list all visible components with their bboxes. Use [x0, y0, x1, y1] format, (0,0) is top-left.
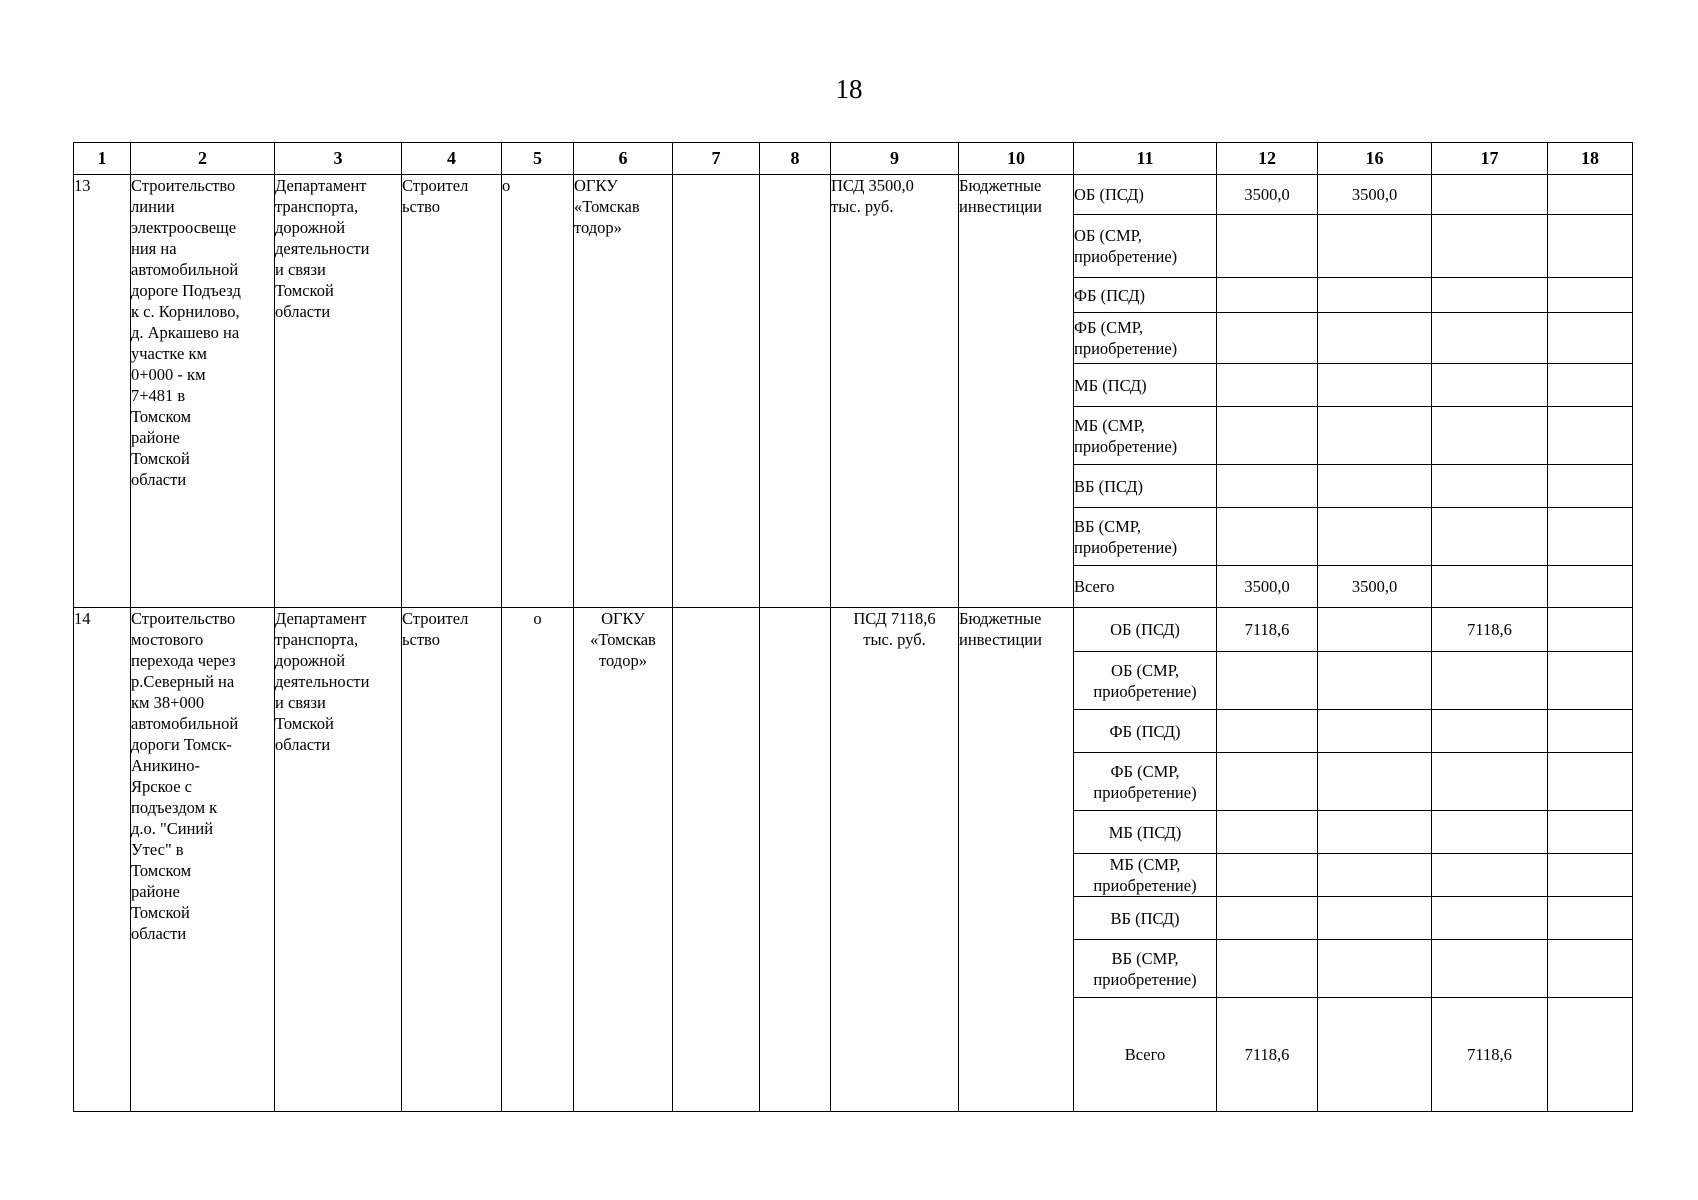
column-header: 9 — [831, 143, 959, 175]
value-col18 — [1548, 811, 1633, 854]
value-col12 — [1217, 215, 1318, 278]
value-col18 — [1548, 710, 1633, 753]
value-col17 — [1432, 652, 1548, 710]
value-col17 — [1432, 811, 1548, 854]
funding-source: МБ (СМР, приобретение) — [1074, 854, 1217, 897]
object-name: Строительство мостового перехода через р.Северный на км 38+000 автомобильной дороги Томск- Аникино- Ярское с подъездом к д.о. "Синий Утес" в Томском районе Томской области — [131, 608, 275, 1112]
design-estimate: ПСД 3500,0 тыс. руб. — [831, 175, 959, 608]
funding-source-total: Всего — [1074, 566, 1217, 608]
total-col12: 3500,0 — [1217, 566, 1318, 608]
investment-table — [73, 142, 1633, 1112]
col7-value — [673, 175, 760, 608]
column-header: 18 — [1548, 143, 1633, 175]
value-col16 — [1318, 278, 1432, 313]
column-header: 3 — [275, 143, 402, 175]
col5-value: о — [502, 175, 574, 608]
funding-source: ОБ (ПСД) — [1074, 175, 1217, 215]
value-col16 — [1318, 215, 1432, 278]
funding-source: ФБ (СМР, приобретение) — [1074, 753, 1217, 811]
value-col12 — [1217, 897, 1318, 940]
value-col17 — [1432, 854, 1548, 897]
value-col18 — [1548, 407, 1633, 465]
object-name: Строительство линии электроосвеще ния на автомобильной дороге Подъезд к с. Корнилово, д. Аркашево на участке км 0+000 - км 7+481 в Томском районе Томской области — [131, 175, 275, 608]
value-col18 — [1548, 364, 1633, 407]
value-col12 — [1217, 278, 1318, 313]
value-col17 — [1432, 278, 1548, 313]
value-col12 — [1217, 313, 1318, 364]
value-col17 — [1432, 710, 1548, 753]
column-header: 6 — [574, 143, 673, 175]
funding-source: МБ (СМР, приобретение) — [1074, 407, 1217, 465]
column-header: 5 — [502, 143, 574, 175]
col7-value — [673, 608, 760, 1112]
column-header: 17 — [1432, 143, 1548, 175]
value-col17 — [1432, 897, 1548, 940]
value-col16 — [1318, 508, 1432, 566]
value-col16 — [1318, 811, 1432, 854]
funding-source: ФБ (ПСД) — [1074, 710, 1217, 753]
value-col18 — [1548, 753, 1633, 811]
value-col16 — [1318, 364, 1432, 407]
column-header: 7 — [673, 143, 760, 175]
total-col16 — [1318, 998, 1432, 1112]
total-col17 — [1432, 566, 1548, 608]
value-col16 — [1318, 940, 1432, 998]
work-type: Строител ьство — [402, 175, 502, 608]
value-col18 — [1548, 854, 1633, 897]
row-number: 14 — [74, 608, 131, 1112]
value-col12 — [1217, 407, 1318, 465]
value-col17 — [1432, 175, 1548, 215]
value-col17 — [1432, 508, 1548, 566]
value-col17 — [1432, 753, 1548, 811]
column-header: 8 — [760, 143, 831, 175]
value-col12 — [1217, 811, 1318, 854]
value-col12 — [1217, 364, 1318, 407]
value-col12 — [1217, 508, 1318, 566]
funding-source: ФБ (СМР, приобретение) — [1074, 313, 1217, 364]
value-col12 — [1217, 465, 1318, 508]
funding-source: МБ (ПСД) — [1074, 364, 1217, 407]
value-col18 — [1548, 313, 1633, 364]
funding-source-total: Всего — [1074, 998, 1217, 1112]
funding-source: ФБ (ПСД) — [1074, 278, 1217, 313]
column-header: 2 — [131, 143, 275, 175]
column-header: 10 — [959, 143, 1074, 175]
value-col18 — [1548, 215, 1633, 278]
value-col16 — [1318, 710, 1432, 753]
total-col18 — [1548, 566, 1633, 608]
funding-source: ОБ (ПСД) — [1074, 608, 1217, 652]
customer: ОГКУ «Томскав тодор» — [574, 608, 673, 1112]
column-header: 12 — [1217, 143, 1318, 175]
investment-type: Бюджетные инвестиции — [959, 608, 1074, 1112]
value-col16 — [1318, 407, 1432, 465]
value-col16 — [1318, 652, 1432, 710]
value-col18 — [1548, 608, 1633, 652]
value-col18 — [1548, 940, 1633, 998]
value-col18 — [1548, 652, 1633, 710]
header-row — [74, 143, 1633, 175]
value-col18 — [1548, 508, 1633, 566]
funding-source: ОБ (СМР, приобретение) — [1074, 215, 1217, 278]
investment-type: Бюджетные инвестиции — [959, 175, 1074, 608]
column-header: 11 — [1074, 143, 1217, 175]
funding-source: ВБ (СМР, приобретение) — [1074, 940, 1217, 998]
value-col16 — [1318, 854, 1432, 897]
table-row — [74, 608, 1633, 652]
col8-value — [760, 175, 831, 608]
col5-value: о — [502, 608, 574, 1112]
value-col12: 7118,6 — [1217, 608, 1318, 652]
value-col16 — [1318, 608, 1432, 652]
value-col18 — [1548, 465, 1633, 508]
value-col16 — [1318, 313, 1432, 364]
value-col17: 7118,6 — [1432, 608, 1548, 652]
value-col17 — [1432, 407, 1548, 465]
customer: ОГКУ «Томскав тодор» — [574, 175, 673, 608]
value-col16: 3500,0 — [1318, 175, 1432, 215]
value-col18 — [1548, 278, 1633, 313]
value-col12 — [1217, 753, 1318, 811]
department: Департамент транспорта, дорожной деятельности и связи Томской области — [275, 175, 402, 608]
value-col12: 3500,0 — [1217, 175, 1318, 215]
value-col17 — [1432, 364, 1548, 407]
value-col16 — [1318, 897, 1432, 940]
total-col17: 7118,6 — [1432, 998, 1548, 1112]
col8-value — [760, 608, 831, 1112]
value-col12 — [1217, 940, 1318, 998]
column-header: 1 — [74, 143, 131, 175]
funding-source: ОБ (СМР, приобретение) — [1074, 652, 1217, 710]
value-col12 — [1217, 710, 1318, 753]
value-col16 — [1318, 753, 1432, 811]
value-col17 — [1432, 465, 1548, 508]
value-col18 — [1548, 175, 1633, 215]
value-col16 — [1318, 465, 1432, 508]
page-number: 18 — [835, 74, 863, 104]
funding-source: ВБ (ПСД) — [1074, 465, 1217, 508]
total-col12: 7118,6 — [1217, 998, 1318, 1112]
table-row — [74, 175, 1633, 215]
design-estimate: ПСД 7118,6 тыс. руб. — [831, 608, 959, 1112]
row-number: 13 — [74, 175, 131, 608]
column-header: 16 — [1318, 143, 1432, 175]
column-header: 4 — [402, 143, 502, 175]
value-col18 — [1548, 897, 1633, 940]
value-col17 — [1432, 940, 1548, 998]
funding-source: ВБ (СМР, приобретение) — [1074, 508, 1217, 566]
total-col16: 3500,0 — [1318, 566, 1432, 608]
work-type: Строител ьство — [402, 608, 502, 1112]
value-col17 — [1432, 313, 1548, 364]
value-col17 — [1432, 215, 1548, 278]
department: Департамент транспорта, дорожной деятельности и связи Томской области — [275, 608, 402, 1112]
funding-source: ВБ (ПСД) — [1074, 897, 1217, 940]
value-col12 — [1217, 854, 1318, 897]
value-col12 — [1217, 652, 1318, 710]
funding-source: МБ (ПСД) — [1074, 811, 1217, 854]
total-col18 — [1548, 998, 1633, 1112]
